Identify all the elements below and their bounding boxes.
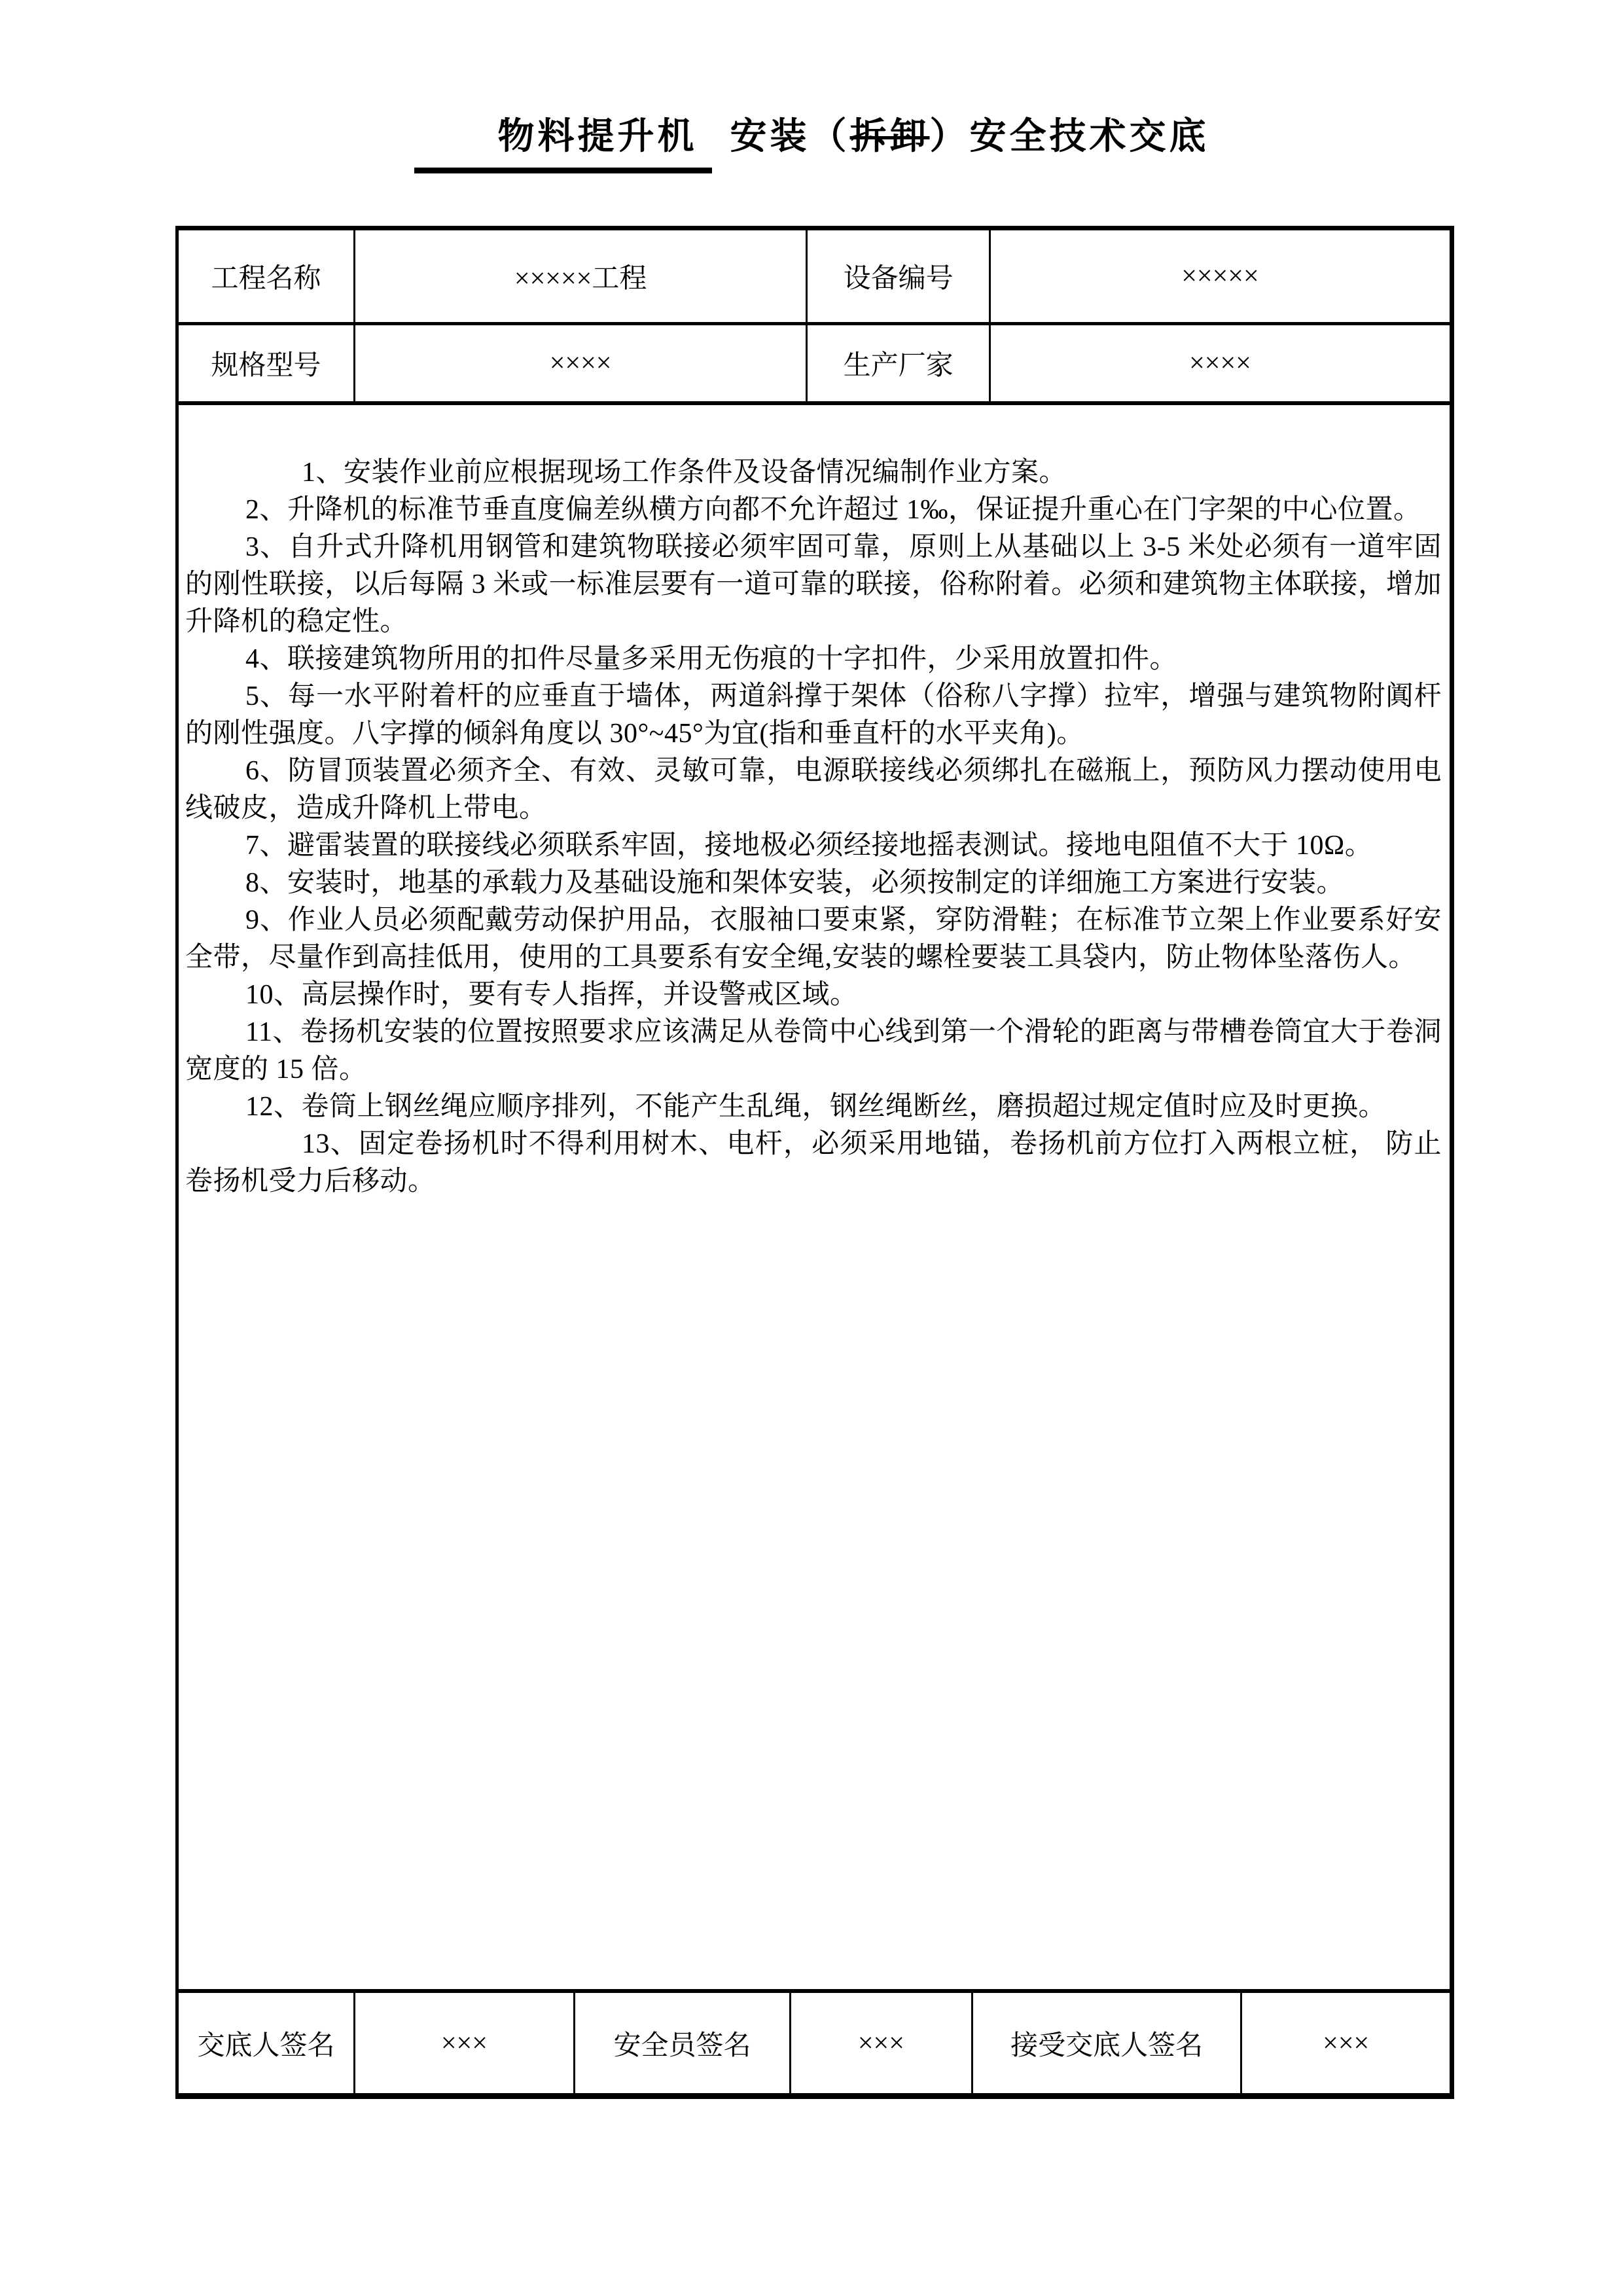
title-part2-prefix: 安装（ — [730, 115, 850, 156]
info-label-spec-model: 规格型号 — [179, 325, 355, 401]
safety-item: 1、安装作业前应根据现场工作条件及设备情况编制作业方案。 — [302, 457, 1067, 488]
sig-label-receiver: 接受交底人签名 — [973, 1993, 1243, 2093]
sig-value-receiver: ××× — [1323, 2028, 1370, 2058]
safety-item: 9、作业人员必须配戴劳动保护用品，衣服袖口要束紧，穿防滑鞋；在标准节立架上作业要系好安全带，尽量作到高挂低用，使用的工具要系有安全绳,安装的螺栓要装工具袋内，防止物体坠落伤人。 — [185, 905, 1442, 973]
info-label-equipment-no: 设备编号 — [808, 230, 991, 322]
safety-item: 4、联接建筑物所用的扣件尽量多采用无伤痕的十字扣件，少采用放置扣件。 — [245, 644, 1178, 674]
safety-items-cell — [179, 405, 1450, 1993]
disclosure-table — [175, 226, 1454, 2099]
info-row-1 — [179, 230, 1450, 325]
sig-label-safety-officer: 安全员签名 — [575, 1993, 791, 2093]
signature-row — [179, 1993, 1450, 2093]
title-struck-word: 拆卸 — [849, 115, 930, 156]
safety-item: 12、卷筒上钢丝绳应顺序排列，不能产生乱绳，钢丝绳断丝，磨损超过规定值时应及时更换。 — [245, 1092, 1387, 1122]
safety-item: 6、防冒顶装置必须齐全、有效、灵敏可靠，电源联接线必须绑扎在磁瓶上，预防风力摆动使用电线破皮，造成升降机上带电。 — [185, 756, 1442, 823]
safety-item: 7、避雷装置的联接线必须联系牢固，接地极必须经接地摇表测试。接地电阻值不大于 10Ω。 — [245, 831, 1373, 861]
safety-item: 2、升降机的标准节垂直度偏差纵横方向都不允许超过 1‰，保证提升重心在门字架的中心位置。 — [245, 495, 1421, 525]
sig-value-safety-officer: ××× — [791, 1993, 973, 2093]
document-title — [0, 110, 1623, 173]
title-part2-suffix: ）安全技术交底 — [929, 115, 1209, 156]
safety-item: 3、自升式升降机用钢管和建筑物联接必须牢固可靠，原则上从基础以上 3-5 米处必须有一道牢固的刚性联接，以后每隔 3 米或一标准层要有一道可靠的联接，俗称附着。必须和建筑物主体联接，增加升降机的稳定性。 — [185, 532, 1442, 637]
sig-label-discloser: 交底人签名 — [179, 1993, 355, 2093]
info-value-project-name: ×××××工程 — [355, 230, 808, 322]
info-value-equipment-no: ××××× — [1181, 261, 1259, 291]
title-underlined-part: 物料提升机 — [414, 110, 712, 173]
safety-item: 5、每一水平附着杆的应垂直于墙体，两道斜撑于架体（俗称八字撑）拉牢，增强与建筑物附阗杆的刚性强度。八字撑的倾斜角度以 30°~45°为宜(指和垂直杆的水平夹角)。 — [185, 681, 1442, 749]
info-value-manufacturer: ×××× — [1189, 348, 1251, 378]
info-label-project-name: 工程名称 — [179, 230, 355, 322]
safety-item: 10、高层操作时，要有专人指挥，并设警戒区域。 — [245, 980, 858, 1010]
safety-item: 11、卷扬机安装的位置按照要求应该满足从卷筒中心线到第一个滑轮的距离与带槽卷筒宜大于卷洞宽度的 15 倍。 — [185, 1017, 1442, 1085]
safety-item: 13、固定卷扬机时不得利用树木、电杆，必须采用地锚，卷扬机前方位打入两根立桩， 防止卷扬机受力后移动。 — [185, 1129, 1442, 1196]
safety-item: 8、安装时，地基的承载力及基础设施和架体安装，必须按制定的详细施工方案进行安装。 — [245, 868, 1345, 898]
info-label-manufacturer: 生产厂家 — [808, 325, 991, 401]
sig-value-discloser: ××× — [355, 1993, 575, 2093]
info-value-spec-model: ×××× — [355, 325, 808, 401]
info-row-2 — [179, 325, 1450, 405]
